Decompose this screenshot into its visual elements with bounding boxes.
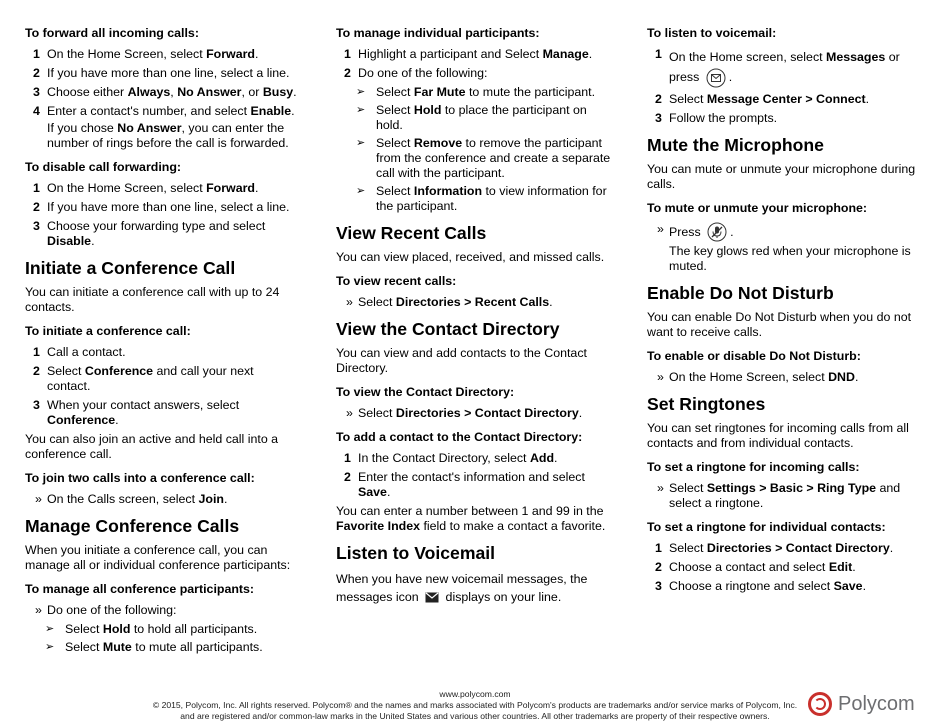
manage-intro: When you initiate a conference call, you can manage all or individual conference participants: [25, 543, 291, 572]
listen-step: 3 Follow the prompts. [655, 110, 778, 125]
mute-intro: You can mute or unmute your microphone during calls. [647, 161, 916, 191]
recent-intro: You can view placed, received, and missed calls. [336, 250, 605, 264]
manage-heading: Manage Conference Calls [25, 516, 240, 536]
recent-step: » Select Directories > Recent Calls. [346, 295, 553, 309]
footer-copyright: © 2015, Polycom, Inc. All rights reserved. Polycom® and the names and marks associated with Polycom's products are trademarks and/or service marks of Polycom, Inc. [152, 700, 798, 710]
individual-option: ➢ Select Remove to remove the participant from the conference and create a separate call with the participant. [356, 136, 611, 180]
forward-step: 2 If you have more than one line, select a line. [33, 66, 290, 80]
mute-heading: Mute the Microphone [647, 134, 824, 155]
ring-individual-step: 1 Select Directories > Contact Directory. [655, 541, 894, 556]
individual-option: ➢ Select Hold to place the participant on hold. [356, 103, 587, 132]
directory-step: » Select Directories > Contact Directory. [346, 406, 583, 420]
forward-title: To forward all incoming calls: [25, 26, 199, 40]
voicemail-text: When you have new voicemail messages, the messages icon displays on your line. [336, 572, 588, 604]
dnd-intro: You can enable Do Not Disturb when you do not want to receive calls. [647, 310, 912, 340]
polycom-logo [808, 690, 928, 720]
column-right [647, 26, 922, 598]
conference-step: 3 When your contact answers, select Conference. [33, 398, 240, 427]
join-step: » On the Calls screen, select Join. [35, 492, 228, 506]
individual-option: ➢ Select Information to view information for the participant. [356, 184, 607, 213]
ringtones-heading: Set Ringtones [647, 394, 766, 415]
dnd-heading: Enable Do Not Disturb [647, 283, 834, 304]
footer-trademarks: and are registered and/or common-law marks in the United States and various other countries. All other trademarks are property of their respective owners. [180, 711, 770, 721]
manage-option: ➢ Select Hold to hold all participants. [45, 622, 258, 636]
listen-voicemail-title: To listen to voicemail: [647, 26, 777, 40]
mute-key-icon [707, 222, 727, 242]
conference-heading: Initiate a Conference Call [25, 258, 236, 278]
conference-step: 1 Call a contact. [33, 345, 126, 359]
ring-individual-step: 3 Choose a ringtone and select Save. [655, 579, 867, 594]
directory-title: To view the Contact Directory: [336, 385, 515, 399]
mute-step: » Press . [647, 222, 922, 243]
ring-incoming-title: To set a ringtone for incoming calls: [647, 460, 860, 475]
conference-title: To initiate a conference call: [25, 324, 191, 338]
add-contact-title: To add a contact to the Contact Directory: [336, 430, 583, 444]
disable-title: To disable call forwarding: [25, 160, 182, 174]
individual-step: 2 Do one of the following: [344, 66, 488, 80]
listen-step: 2 Select Message Center > Connect. [655, 91, 870, 106]
disable-step: 2 If you have more than one line, select a line. [33, 200, 290, 214]
individual-option: ➢ Select Far Mute to mute the participant. [356, 85, 596, 99]
ring-individual-title: To set a ringtone for individual contacts: [647, 520, 886, 535]
polycom-logo-icon [808, 692, 832, 716]
manage-step: » Do one of the following: [35, 603, 177, 617]
ring-individual-step: 2 Choose a contact and select Edit. [655, 560, 856, 575]
conference-intro: You can initiate a conference call with up to 24 contacts. [25, 285, 280, 314]
forward-note: If you chose No Answer, you can enter the number of rings before the call is forwarded. [47, 121, 289, 150]
messages-key-icon [706, 68, 726, 88]
recent-heading: View Recent Calls [336, 223, 487, 243]
listen-step: 1 On the Home screen, select Messages or press . [647, 47, 922, 88]
conference-join-text: You can also join an active and held call into a conference call. [25, 432, 279, 461]
polycom-logo-text: Polycom [838, 693, 915, 715]
conference-step: 2 Select Conference and call your next contact. [33, 364, 254, 393]
manage-title: To manage all conference participants: [25, 582, 255, 596]
forward-step: 1 On the Home Screen, select Forward. [33, 47, 259, 61]
column-middle [336, 26, 612, 612]
favorite-text: You can enter a number between 1 and 99 in the Favorite Index field to make a contact a favorite. [336, 504, 606, 533]
footer-url[interactable]: www.polycom.com [439, 689, 511, 699]
ring-incoming-step: » Select Settings > Basic > Ring Type and select a ringtone. [657, 481, 901, 511]
dnd-title: To enable or disable Do Not Disturb: [647, 349, 861, 364]
join-title: To join two calls into a conference call: [25, 471, 255, 485]
add-contact-step: 1 In the Contact Directory, select Add. [344, 451, 558, 465]
individual-title: To manage individual participants: [336, 26, 540, 40]
forward-step: 4 Enter a contact's number, and select Enable. [33, 104, 295, 118]
ringtones-intro: You can set ringtones for incoming calls from all contacts and from individual contacts. [647, 421, 909, 451]
recent-title: To view recent calls: [336, 274, 457, 288]
mute-title: To mute or unmute your microphone: [647, 200, 868, 215]
directory-intro: You can view and add contacts to the Contact Directory. [336, 346, 587, 375]
column-left [25, 26, 300, 658]
disable-step: 1 On the Home Screen, select Forward. [33, 181, 259, 195]
individual-step: 1 Highlight a participant and Select Manage. [344, 47, 593, 61]
directory-heading: View the Contact Directory [336, 319, 560, 339]
dnd-step: » On the Home Screen, select DND. [657, 370, 859, 385]
forward-step: 3 Choose either Always, No Answer, or Busy. [33, 85, 297, 99]
voicemail-heading: Listen to Voicemail [336, 543, 496, 563]
manage-option: ➢ Select Mute to mute all participants. [45, 640, 263, 654]
add-contact-step: 2 Enter the contact's information and select Save. [344, 470, 585, 499]
disable-step: 3 Choose your forwarding type and select Disable. [33, 219, 266, 248]
envelope-icon [425, 592, 439, 603]
mute-note: The key glows red when your microphone is muted. [669, 244, 911, 274]
